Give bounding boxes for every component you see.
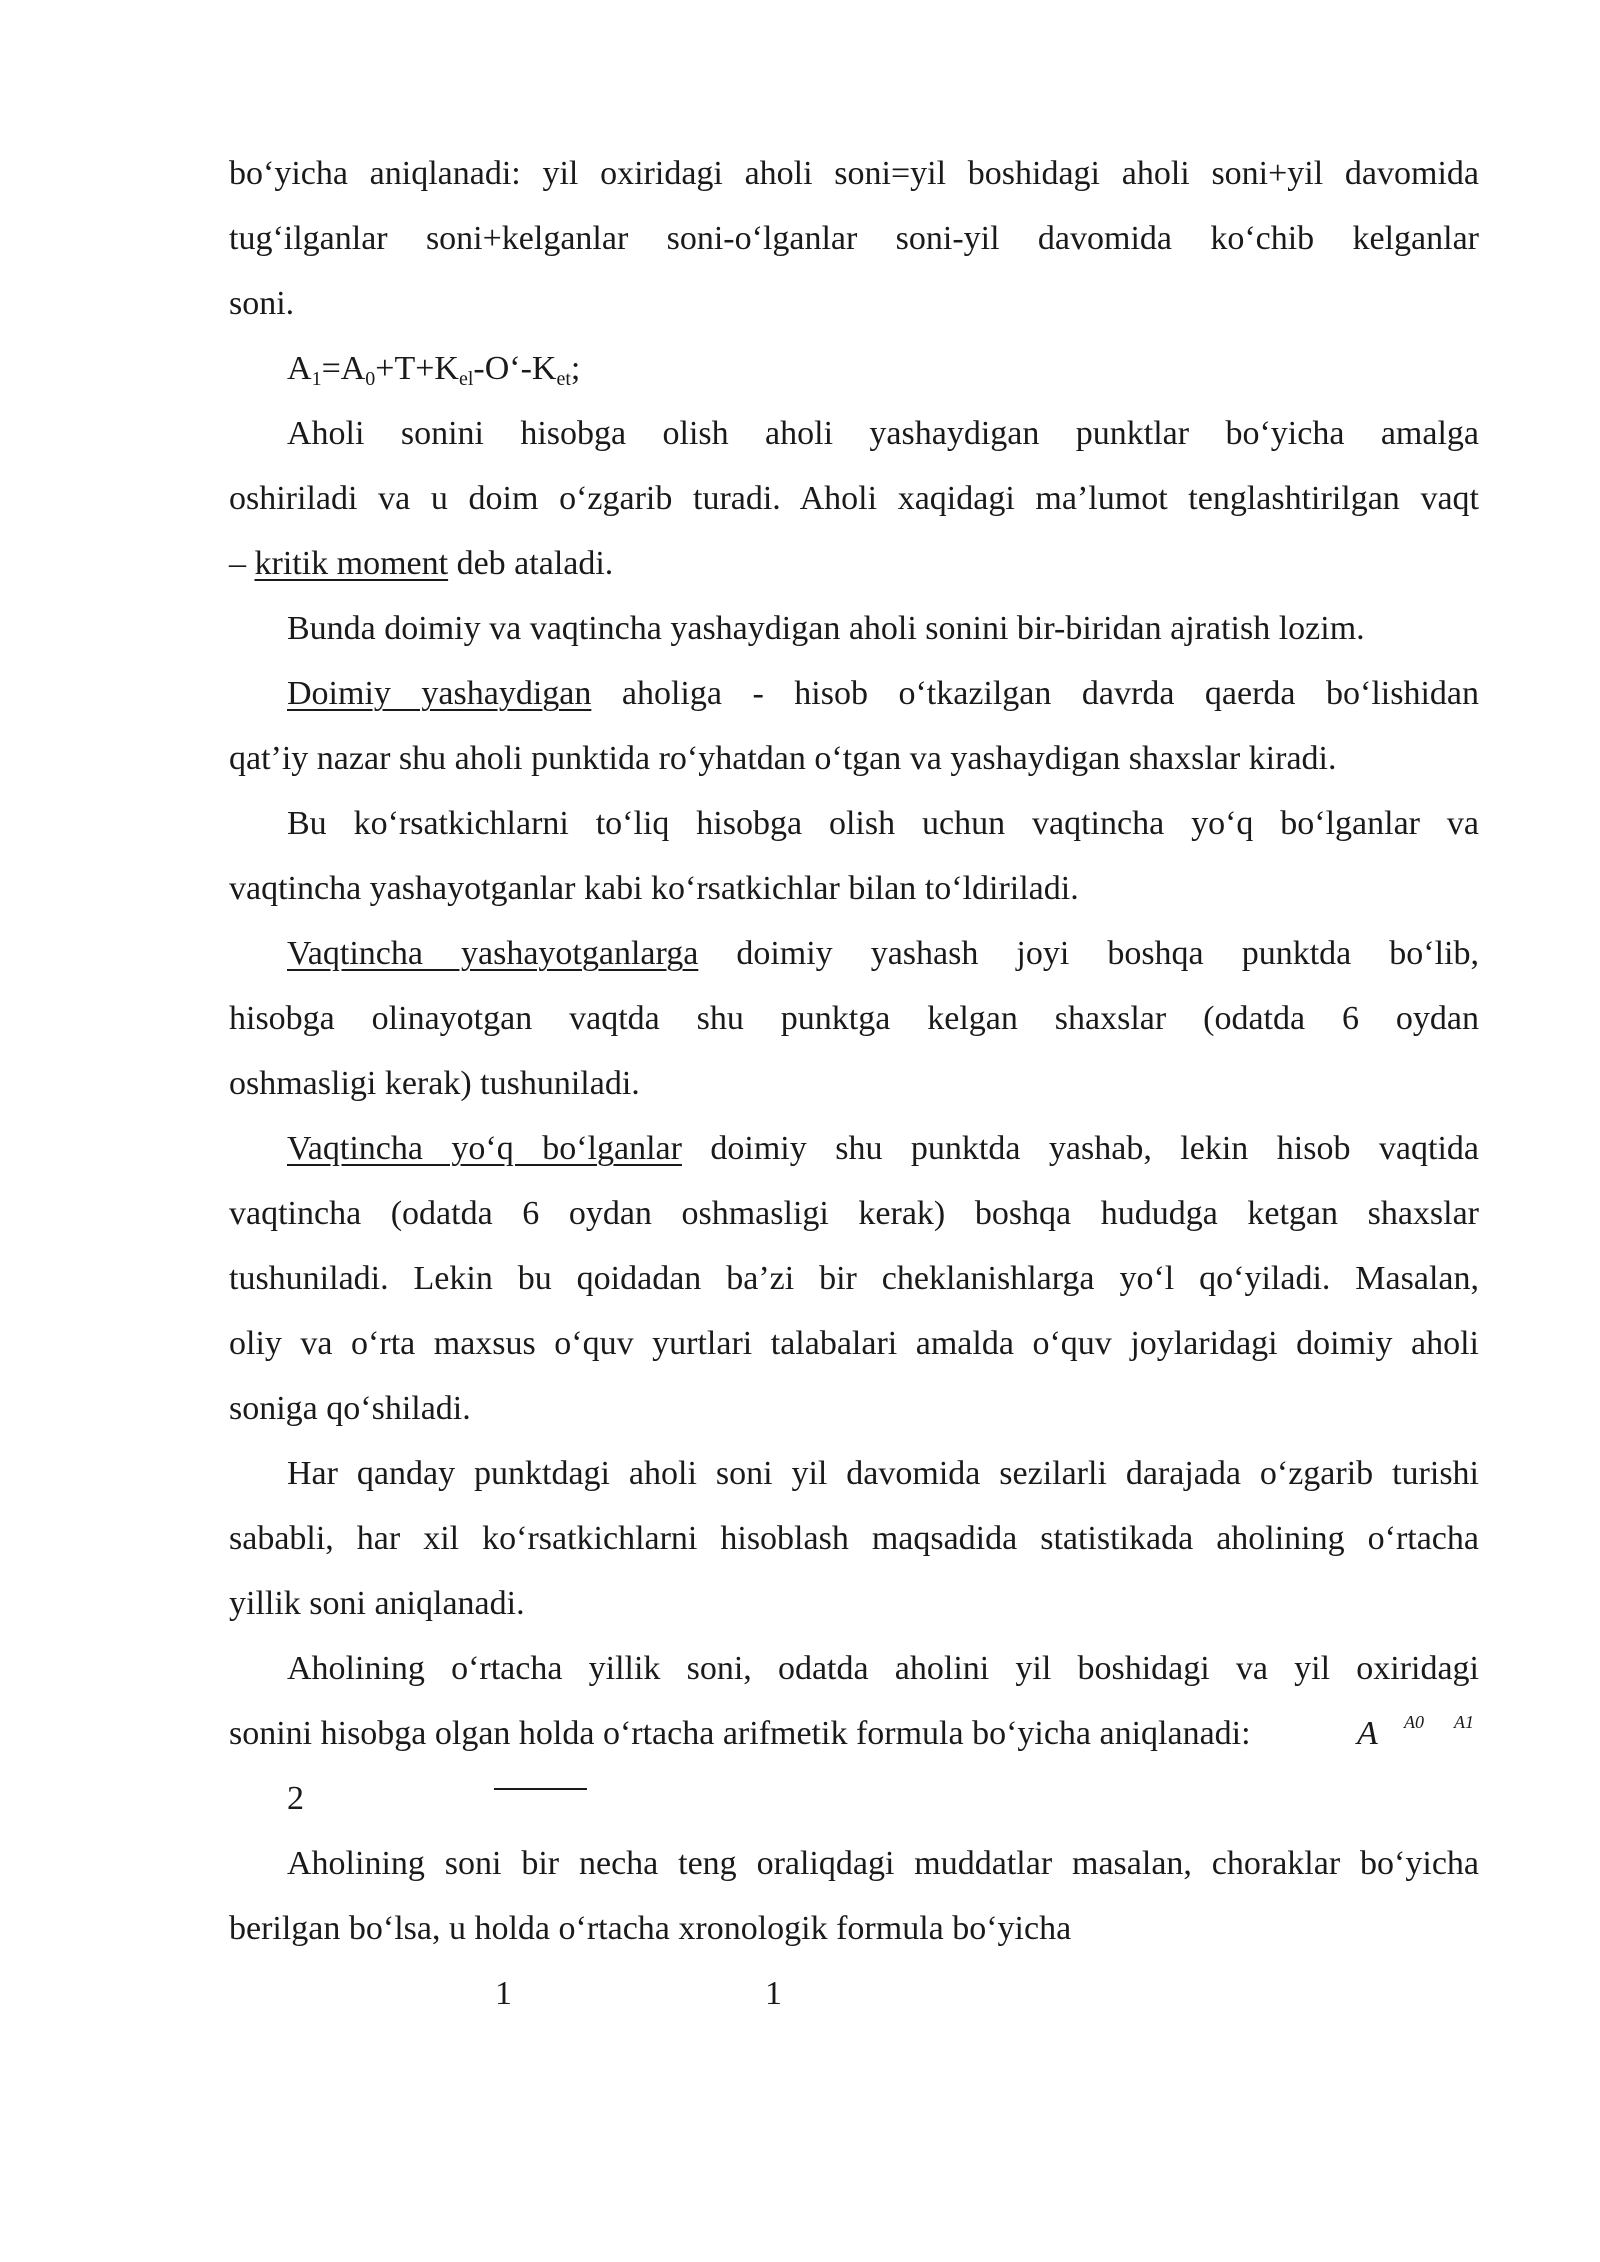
text-line: Vaqtincha yashayotganlarga doimiy yashash joyi boshqa punktda bo‘lib, [287,935,1479,972]
formula-a1: A1 [1454,1712,1474,1732]
formula-coefficient-right: 1 [765,1975,782,2012]
text-line: Bunda doimiy va vaqtincha yashaydigan aholi sonini bir-biridan ajratish lozim. [287,610,1365,647]
text-line: berilgan bo‘lsa, u holda o‘rtacha xronologik formula bo‘yicha [229,1910,1072,1947]
text-line: sonini hisobga olgan holda o‘rtacha arifmetik formula bo‘yicha aniqlanadi: [229,1715,1251,1752]
text-line: bo‘yicha aniqlanadi: yil oxiridagi aholi soni=yil boshidagi aholi soni+yil davomida [229,155,1479,192]
text-line: soniga qo‘shiladi. [229,1390,471,1427]
fraction-bar [494,1788,587,1790]
term-doimiy-yashaydigan: Doimiy yashaydigan [287,675,592,712]
formula-denominator: 2 [287,1780,304,1817]
text-line: Aholi sonini hisobga olish aholi yashaydigan punktlar bo‘yicha amalga [287,415,1479,452]
text-line: vaqtincha yashayotganlar kabi ko‘rsatkichlar bilan to‘ldiriladi. [229,870,1079,907]
text-line: tushuniladi. Lekin bu qoidadan ba’zi bir cheklanishlarga yo‘l qo‘yiladi. Masalan, [229,1260,1479,1297]
formula-coefficient-left: 1 [495,1975,512,2012]
population-balance-formula: $A_1=A_0+T+K_{el}-O‘-K_{et}$; [287,350,581,390]
term-kritik-moment: kritik moment [254,545,449,582]
text-line: Vaqtincha yo‘q bo‘lganlar doimiy shu punktda yashab, lekin hisob vaqtida [287,1130,1479,1167]
text-line: sababli, har xil ko‘rsatkichlarni hisoblash maqsadida statistikada aholining o‘rtacha [229,1520,1479,1557]
text-line: soni. [229,285,295,322]
text-line: hisobga olinayotgan vaqtda shu punktga kelgan shaxslar (odatda 6 oydan [229,1000,1479,1037]
text-line: Aholining soni bir necha teng oraliqdagi muddatlar masalan, choraklar bo‘yicha [287,1845,1479,1882]
text-line: oshmasligi kerak) tushuniladi. [229,1065,640,1102]
text-line: – kritik moment deb ataladi. [229,545,614,582]
formula-a0: A0 [1404,1712,1424,1732]
text-line: Har qanday punktdagi aholi soni yil davomida sezilarli darajada o‘zgarib turishi [287,1455,1479,1492]
text-line: Doimiy yashaydigan aholiga - hisob o‘tkazilgan davrda qaerda bo‘lishidan [287,675,1480,712]
formula-lhs-a: A [1357,1715,1378,1752]
text-line: oliy va o‘rta maxsus o‘quv yurtlari talabalari amalda o‘quv joylaridagi doimiy aholi [229,1325,1479,1362]
text-line: Aholining o‘rtacha yillik soni, odatda aholini yil boshidagi va yil oxiridagi [287,1650,1479,1687]
term-vaqtincha-yoq-bolganlar: Vaqtincha yo‘q bo‘lganlar [287,1130,682,1167]
term-vaqtincha-yashayotganlarga: Vaqtincha yashayotganlarga [287,935,699,972]
text-line: yillik soni aniqlanadi. [229,1585,525,1622]
text-line: oshiriladi va u doim o‘zgarib turadi. Aholi xaqidagi ma’lumot tenglashtirilgan vaqt [229,480,1479,517]
text-line: vaqtincha (odatda 6 oydan oshmasligi kerak) boshqa hududga ketgan shaxslar [229,1195,1479,1232]
text-line: tug‘ilganlar soni+kelganlar soni-o‘lganlar soni-yil davomida ko‘chib kelganlar [229,220,1479,257]
text-line: Bu ko‘rsatkichlarni to‘liq hisobga olish uchun vaqtincha yo‘q bo‘lganlar va [287,805,1479,842]
text-line: qat’iy nazar shu aholi punktida ro‘yhatdan o‘tgan va yashaydigan shaxslar kiradi. [229,740,1337,777]
